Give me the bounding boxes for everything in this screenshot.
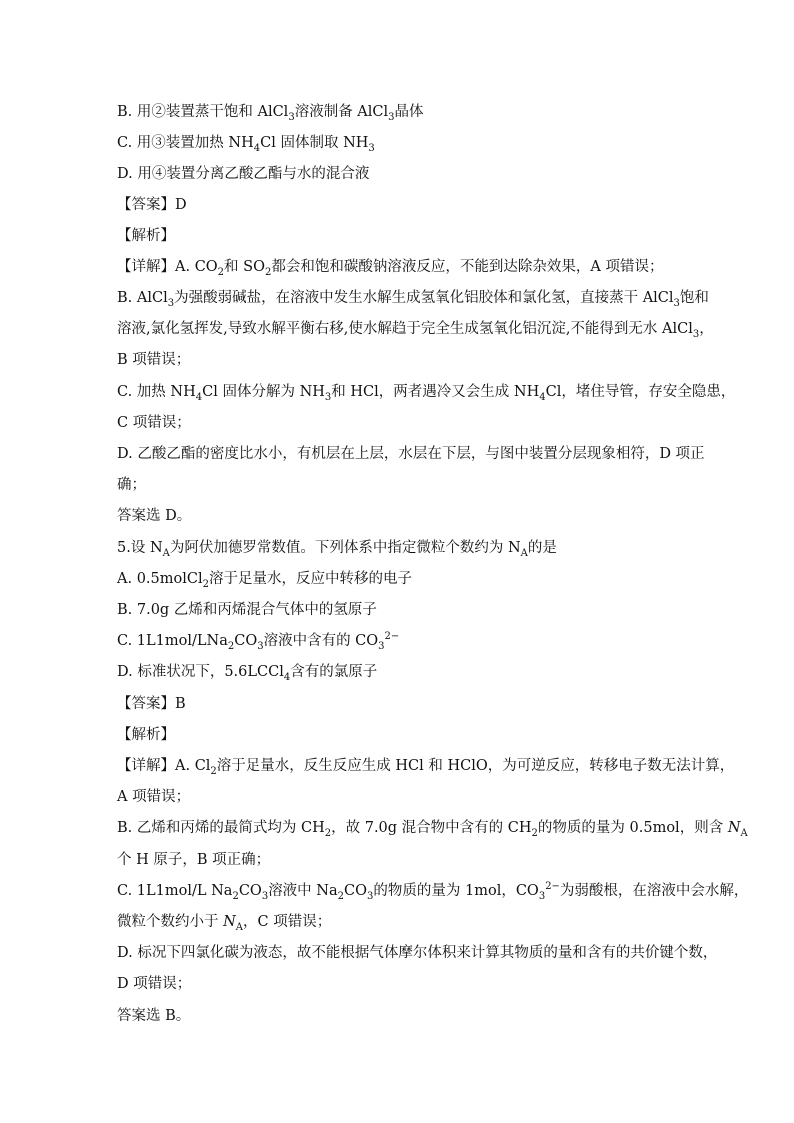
- text-run: B. 7.0g 乙烯和丙烯混合气体中的氢原子: [117, 602, 377, 618]
- text-run: B. AlCl: [117, 290, 168, 306]
- text-run: B. 用②装置蒸干饱和 AlCl: [117, 104, 289, 120]
- superscript: 2−: [545, 881, 560, 893]
- subscript: 2: [202, 578, 209, 590]
- text-run: 和 SO: [224, 259, 265, 275]
- answer-line: [117, 694, 186, 714]
- text-run: B. 乙烯和丙烯的最简式均为 CH: [117, 820, 325, 836]
- text-run: 【答案】B: [117, 696, 186, 712]
- text-run: 饱和: [679, 290, 709, 306]
- text-run: Cl 固体制取 NH: [260, 135, 369, 151]
- subscript: 3: [692, 328, 700, 340]
- subscript: 2: [227, 640, 235, 652]
- text-run: 溶液,氯化氢挥发,导致水解平衡右移,使水解趋于完全生成氢氧化铝沉淀,不能得到无水 AlCl: [117, 321, 693, 337]
- option-a-line: [117, 569, 412, 589]
- option-c-line: [117, 133, 375, 153]
- subscript: 3: [367, 890, 374, 902]
- text-run: 都会和饱和碳酸钠溶液反应，不能到达除杂效果，A 项错误；: [271, 259, 664, 275]
- explanation-line: [117, 257, 663, 277]
- explanation-line: [117, 881, 748, 901]
- text-run: A 项错误；: [117, 789, 191, 805]
- subscript: 3: [388, 111, 395, 123]
- text-run: 为强酸弱碱盐，在溶液中发生水解生成氢氧化铝胶体和氯化氢，直接蒸干 AlCl: [174, 290, 674, 306]
- explanation-line: [117, 756, 734, 776]
- subscript: 2: [217, 266, 225, 278]
- answer-line: [117, 195, 187, 215]
- explanation-line: [117, 444, 705, 464]
- subscript: 2: [210, 765, 217, 777]
- subscript: 3: [257, 640, 264, 652]
- text-run: 个 H 原子，B 项正确；: [117, 852, 271, 868]
- explanation-line: [117, 350, 190, 370]
- option-d-line: [117, 662, 377, 682]
- option-b-line: [117, 600, 377, 620]
- option-d-line: [117, 164, 369, 184]
- explanation-line: [117, 382, 735, 402]
- subscript: 2: [264, 266, 272, 278]
- text-run: A. 0.5molCl: [117, 571, 203, 587]
- subscript: 3: [167, 297, 175, 309]
- text-run: 答案选 D。: [117, 508, 192, 524]
- text-run: 答案选 B。: [117, 1008, 191, 1024]
- text-run: 含有的氯原子: [290, 664, 378, 680]
- text-run: 溶液中含有的 CO: [263, 633, 379, 649]
- subscript: 3: [538, 890, 546, 902]
- text-run: 的物质的量为 0.5mol，则含: [537, 820, 728, 836]
- text-run: 【解析】: [117, 727, 175, 743]
- text-run: 【详解】A. Cl: [117, 758, 211, 774]
- explanation-line: [117, 319, 714, 339]
- text-run: CO: [238, 883, 262, 899]
- text-run: 为阿伏加德罗常数值。下列体系中指定微粒个数约为 N: [169, 540, 521, 556]
- text-run: 和 HCl，两者遇冷又会生成 NH: [331, 384, 540, 400]
- subscript: 4: [283, 671, 291, 683]
- text-run: CO: [344, 883, 367, 899]
- text-run: 溶于足量水，反应中转移的电子: [208, 571, 412, 587]
- explanation-line: [117, 288, 709, 308]
- text-run: CO: [234, 633, 258, 649]
- text-run: 【解析】: [117, 228, 175, 244]
- text-run: C. 用③装置加热 NH: [117, 135, 254, 151]
- text-run: Cl 固体分解为 NH: [202, 384, 325, 400]
- subscript: 4: [253, 142, 261, 154]
- subscript: A: [740, 827, 748, 839]
- text-run: ，C 项错误；: [243, 914, 332, 930]
- option-c-line: [117, 631, 399, 651]
- text-run: 为弱酸根，在溶液中会水解，: [559, 883, 749, 899]
- subscript: 3: [378, 640, 385, 652]
- text-run: D 项错误；: [117, 976, 192, 992]
- text-run: 溶液中 Na: [268, 883, 338, 899]
- text-run: ，: [699, 321, 714, 337]
- text-run: 溶液制备 AlCl: [294, 104, 389, 120]
- text-run: 的物质的量为 1mol，CO: [373, 883, 539, 899]
- subscript: A: [162, 547, 170, 559]
- option-b-line: [117, 102, 424, 122]
- explanation-line: [117, 850, 270, 870]
- text-run: 晶体: [394, 104, 424, 120]
- superscript: 2−: [384, 631, 400, 643]
- subscript: 3: [368, 142, 375, 154]
- text-run: 的是: [527, 540, 557, 556]
- text-run: B 项错误；: [117, 352, 191, 368]
- explanation-line: [117, 974, 191, 994]
- text-run: C. 1L1mol/LNa: [117, 633, 228, 649]
- subscript: 3: [288, 111, 295, 123]
- text-run: N: [223, 914, 236, 930]
- conclusion-line: [117, 1006, 190, 1026]
- subscript: 2: [531, 827, 538, 839]
- question-5-stem: [117, 538, 557, 558]
- text-run: 【详解】A. CO: [117, 259, 218, 275]
- analysis-heading: [117, 725, 175, 745]
- text-run: 溶于足量水，反生反应生成 HCl 和 HClO，为可逆反应，转移电子数无法计算，: [216, 758, 735, 774]
- text-run: 【答案】D: [117, 197, 187, 213]
- explanation-line: [117, 818, 748, 838]
- subscript: 4: [539, 391, 546, 403]
- subscript: 4: [195, 391, 203, 403]
- explanation-line: [117, 413, 191, 433]
- text-run: Cl，堵住导管，存安全隐患，: [545, 384, 736, 400]
- text-run: 5.设 N: [117, 540, 163, 556]
- text-run: 微粒个数约小于: [117, 914, 224, 930]
- explanation-line: [117, 943, 717, 963]
- text-run: C. 加热 NH: [117, 384, 196, 400]
- subscript: 2: [337, 890, 345, 902]
- subscript: 3: [673, 297, 680, 309]
- explanation-line: [117, 912, 331, 932]
- text-run: D. 乙酸乙酯的密度比水小，有机层在上层，水层在下层，与图中装置分层现象相符，D 项正: [117, 446, 705, 462]
- text-run: C. 1L1mol/L Na: [117, 883, 233, 899]
- text-run: D. 标准状况下，5.6LCCl: [117, 664, 284, 680]
- text-run: ，故 7.0g 混合物中含有的 CH: [331, 820, 532, 836]
- explanation-line: [117, 787, 190, 807]
- text-run: 确；: [117, 477, 146, 493]
- subscript: 2: [324, 827, 332, 839]
- analysis-heading: [117, 226, 175, 246]
- explanation-line: [117, 475, 146, 495]
- text-run: N: [727, 820, 741, 836]
- subscript: 2: [232, 890, 239, 902]
- text-run: D. 标况下四氯化碳为液态，故不能根据气体摩尔体积来计算其物质的量和含有的共价键个数，: [117, 945, 718, 961]
- text-run: D. 用④装置分离乙酸乙酯与水的混合液: [117, 166, 370, 182]
- subscript: A: [235, 921, 244, 933]
- subscript: A: [520, 547, 528, 559]
- subscript: 3: [324, 391, 332, 403]
- text-run: C 项错误；: [117, 415, 191, 431]
- conclusion-line: [117, 506, 191, 526]
- subscript: 3: [261, 890, 269, 902]
